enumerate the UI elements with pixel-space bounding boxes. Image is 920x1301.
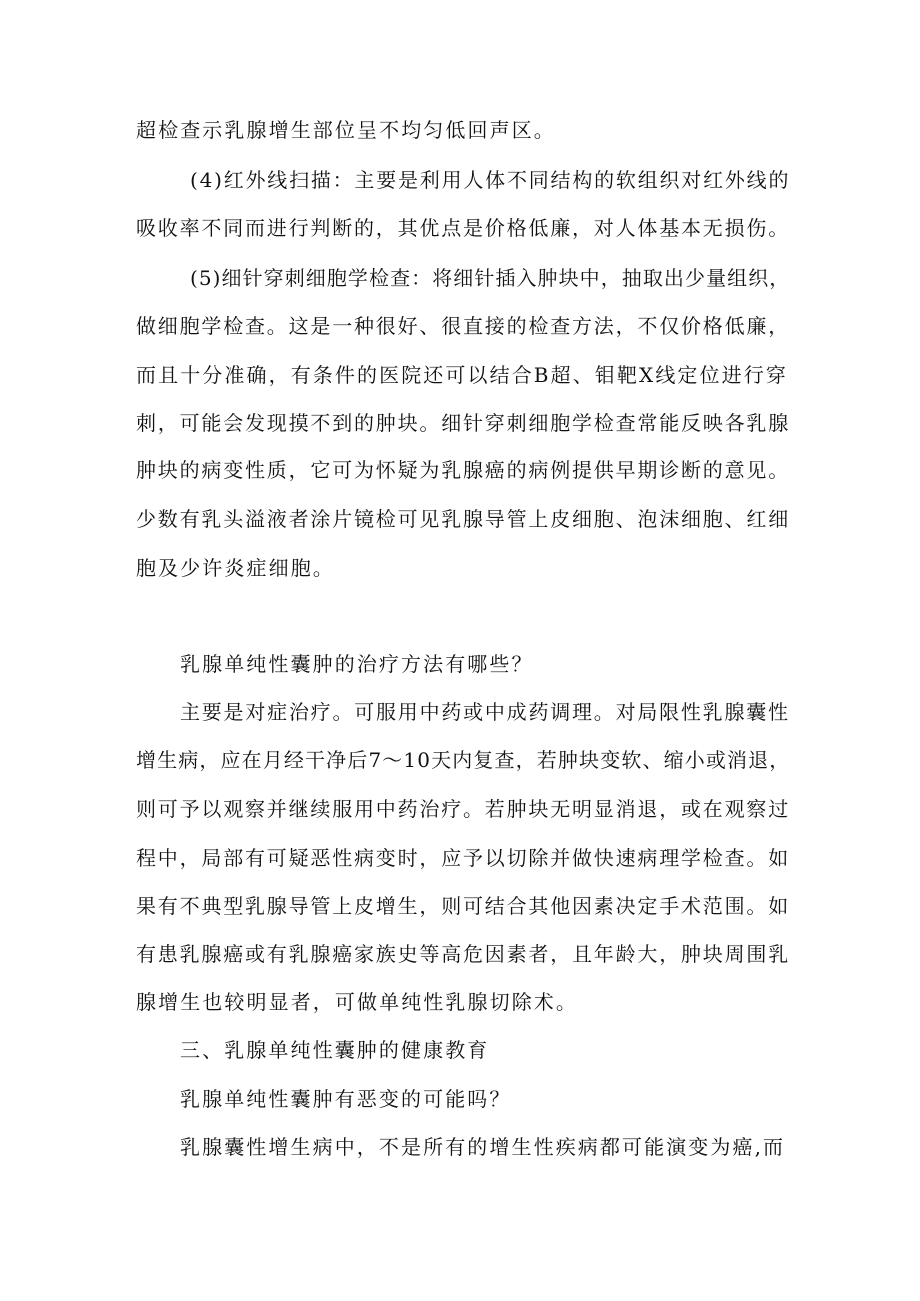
section-heading: 三、乳腺单纯性囊肿的健康教育 (180, 1038, 490, 1062)
text-line: 果有不典型乳腺导管上皮增生，则可结合其他因素决定手术范围。如 (136, 894, 790, 918)
text-line: 做细胞学检查。这是一种很好、很直接的检查方法，不仅价格低廉， (136, 314, 790, 338)
text-line: 胞及少许炎症细胞。 (136, 556, 335, 580)
text-line: 吸收率不同而进行判断的，其优点是价格低廉，对人体基本无损伤。 (136, 216, 790, 240)
text-line: 少数有乳头溢液者涂片镜检可见乳腺导管上皮细胞、泡沫细胞、红细 (136, 507, 790, 531)
text-line: 主要是对症治疗。可服用中药或中成药调理。对局限性乳腺囊性 (180, 700, 790, 724)
text-line: 则可予以观察并继续服用中药治疗。若肿块无明显消退，或在观察过 (136, 797, 790, 821)
text-line: 程中，局部有可疑恶性病变时，应予以切除并做快速病理学检查。如 (136, 846, 790, 870)
text-line: 刺，可能会发现摸不到的肿块。细针穿刺细胞学检查常能反映各乳腺 (136, 411, 790, 435)
text-line: 增生病，应在月经干净后7～10天内复查，若肿块变软、缩小或消退， (136, 748, 791, 772)
section-heading: 乳腺单纯性囊肿的治疗方法有哪些？ (180, 652, 534, 676)
section-heading: 乳腺单纯性囊肿有恶变的可能吗？ (180, 1087, 512, 1111)
text-line: 超检查示乳腺增生部位呈不均匀低回声区。 (136, 118, 556, 142)
text-line: 腺增生也较明显者，可做单纯性乳腺切除术。 (136, 990, 578, 1014)
text-line: 肿块的病变性质，它可为怀疑为乳腺癌的病例提供早期诊断的意见。 (136, 458, 790, 482)
text-line: 乳腺囊性增生病中，不是所有的增生性疾病都可能演变为癌,而 (180, 1135, 786, 1159)
text-line: 而且十分准确，有条件的医院还可以结合B超、钼靶X线定位进行穿 (136, 363, 788, 387)
text-line: (5)细针穿刺细胞学检查：将细针插入肿块中，抽取出少量组织， (190, 266, 791, 290)
text-line: (4)红外线扫描：主要是利用人体不同结构的软组织对红外线的 (190, 168, 791, 192)
text-line: 有患乳腺癌或有乳腺癌家族史等高危因素者，且年龄大，肿块周围乳 (136, 942, 790, 966)
